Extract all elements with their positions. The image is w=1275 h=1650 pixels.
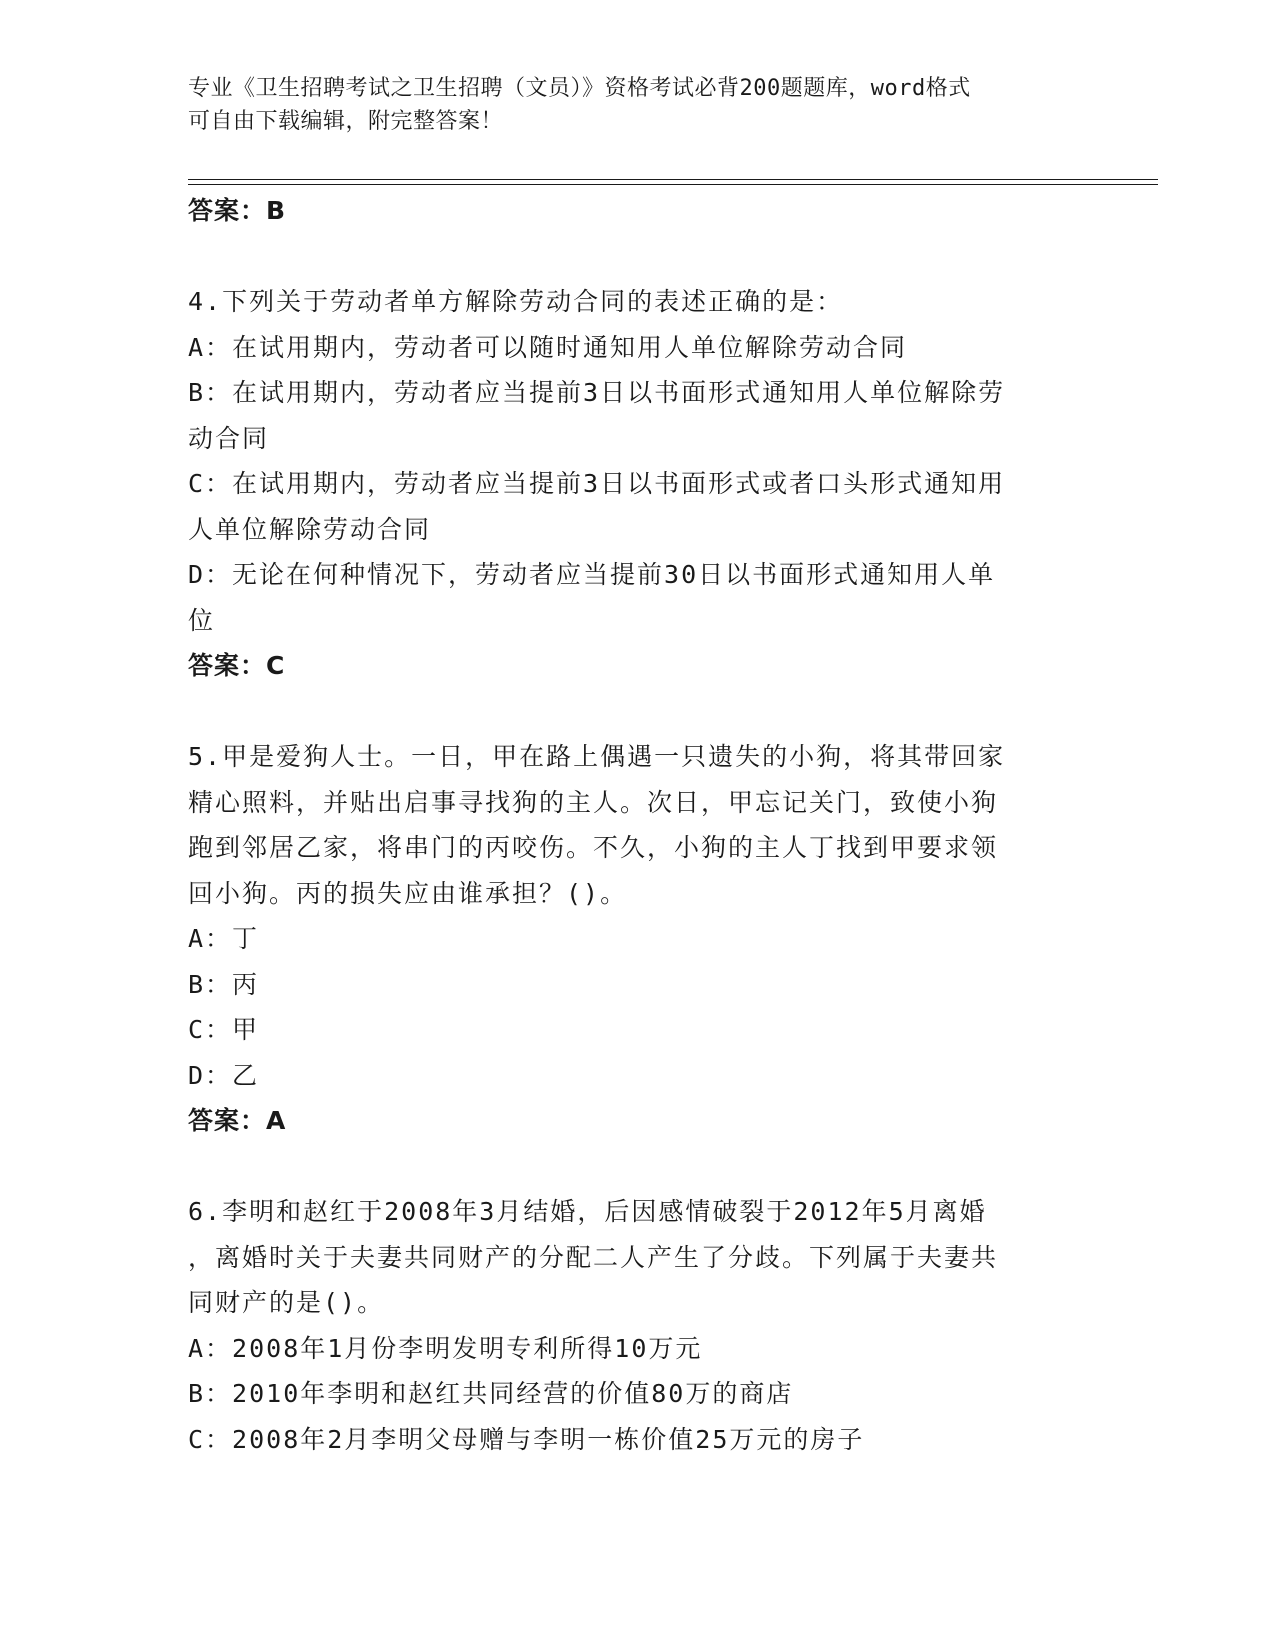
option-a: A：2008年1月份李明发明专利所得10万元: [188, 1333, 703, 1363]
option-b: B：在试用期内，劳动者应当提前3日以书面形式通知用人单位解除劳: [188, 378, 1006, 407]
header-line-1: 专业《卫生招聘考试之卫生招聘（文员）》资格考试必背200题题库，word格式: [188, 76, 971, 101]
spacer: [188, 234, 1088, 280]
spacer: [188, 689, 1088, 735]
question-stem-continued: 跑到邻居乙家，将串门的丙咬伤。不久，小狗的主人丁找到甲要求领: [188, 833, 999, 862]
question-6: [188, 1189, 1088, 1462]
question-stem: 6.李明和赵红于2008年3月结婚，后因感情破裂于2012年5月离婚: [188, 1197, 987, 1226]
spacer: [188, 1144, 1088, 1190]
question-4: [188, 279, 1088, 689]
document-body: [188, 188, 1088, 1462]
option-d: D：乙: [188, 1060, 260, 1090]
option-a: A：丁: [188, 924, 260, 953]
option-c-continued: 人单位解除劳动合同: [188, 514, 432, 544]
previous-answer: 答案：B: [188, 196, 287, 225]
option-b: B：2010年李明和赵红共同经营的价值80万的商店: [188, 1379, 794, 1408]
option-c: C：甲: [188, 1015, 260, 1044]
option-c: C：2008年2月李明父母赠与李明一栋价值25万元的房子: [188, 1424, 865, 1454]
answer: 答案：A: [188, 1106, 287, 1135]
option-d-continued: 位: [188, 605, 216, 635]
document-header: [188, 72, 1088, 138]
option-b: B：丙: [188, 969, 260, 999]
answer: 答案：C: [188, 651, 286, 680]
option-d: D：无论在何种情况下，劳动者应当提前30日以书面形式通知用人单: [188, 560, 996, 589]
header-divider-bottom: [188, 184, 1158, 185]
question-stem-continued: 回小狗。丙的损失应由谁承担？()。: [188, 878, 628, 908]
header-divider-top: [188, 179, 1158, 180]
question-stem: 4.下列关于劳动者单方解除劳动合同的表述正确的是：: [188, 287, 844, 316]
question-stem-continued: 同财产的是()。: [188, 1288, 385, 1317]
question-stem-continued: ，离婚时关于夫妻共同财产的分配二人产生了分歧。下列属于夫妻共: [188, 1242, 999, 1272]
option-c: C：在试用期内，劳动者应当提前3日以书面形式或者口头形式通知用: [188, 469, 1006, 498]
option-a: A：在试用期内，劳动者可以随时通知用人单位解除劳动合同: [188, 332, 908, 362]
question-5: [188, 734, 1088, 1144]
question-stem: 5.甲是爱狗人士。一日，甲在路上偶遇一只遗失的小狗，将其带回家: [188, 742, 1006, 771]
question-stem-continued: 精心照料，并贴出启事寻找狗的主人。次日，甲忘记关门，致使小狗: [188, 787, 999, 817]
header-line-2: 可自由下载编辑，附完整答案！: [188, 109, 504, 134]
option-b-continued: 动合同: [188, 423, 270, 453]
